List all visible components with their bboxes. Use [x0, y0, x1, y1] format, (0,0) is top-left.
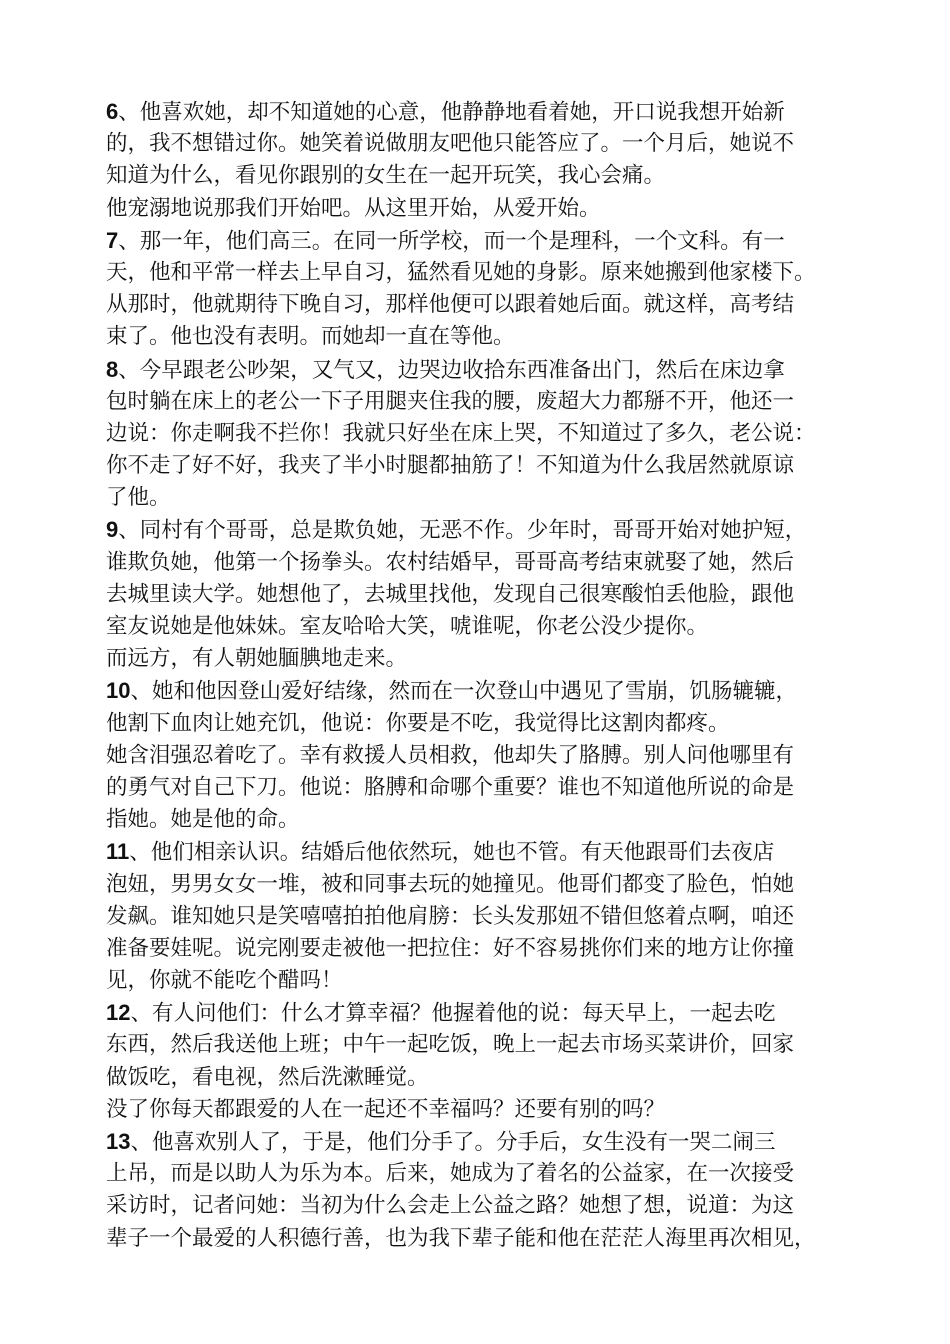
line-text: 指她。她是他的命。	[106, 807, 300, 833]
line-text: 泡妞，男男女女一堆，被和同事去玩的她撞见。他哥们都变了脸色，怕她	[106, 871, 795, 897]
line-text: 束了。他也没有表明。而她却一直在等他。	[106, 324, 515, 350]
document-body	[106, 96, 870, 1255]
line-text: 上吊，而是以助人为乐为本。后来，她成为了着名的公益家，在一次接受	[106, 1161, 795, 1187]
item-number: 12	[106, 1000, 131, 1026]
line-text: 做饭吃，看电视，然后洗漱睡觉。	[106, 1064, 429, 1090]
line-text: 了他。	[106, 485, 171, 511]
text-line	[106, 611, 870, 643]
line-text: 你不走了好不好，我夹了半小时腿都抽筋了！不知道为什么我居然就原谅	[106, 453, 795, 479]
line-text: 、那一年，他们高三。在同一所学校，而一个是理科，一个文科。有一	[118, 228, 785, 254]
line-text: 她含泪强忍着吃了。幸有救援人员相救，他却失了胳膊。别人问他哪里有	[106, 742, 795, 768]
item-number: 7	[106, 227, 119, 253]
text-line	[106, 1158, 870, 1190]
text-line	[106, 740, 870, 772]
text-line	[106, 804, 870, 836]
text-line	[106, 708, 870, 740]
text-line	[106, 193, 870, 225]
text-line	[106, 675, 870, 707]
text-line	[106, 96, 870, 128]
text-line	[106, 579, 870, 611]
text-line	[106, 643, 870, 675]
item-number: 10	[106, 678, 131, 704]
text-line	[106, 418, 870, 450]
text-line	[106, 514, 870, 546]
line-text: 包时躺在床上的老公一下子用腿夹住我的腰，废超大力都掰不开，他还一	[106, 388, 795, 414]
line-text: 室友说她是他妹妹。室友哈哈大笑，唬谁呢，你老公没少提你。	[106, 614, 709, 639]
line-text: 准备要娃呢。说完刚要走被他一把拉住：好不容易挑你们来的地方让你撞	[106, 935, 795, 961]
line-text: 去城里读大学。她想他了，去城里找他，发现自己很寒酸怕丢他脸，跟他	[106, 581, 795, 607]
text-line	[106, 836, 870, 868]
line-text: 没了你每天都跟爱的人在一起还不幸福吗？还要有别的吗？	[106, 1096, 666, 1122]
line-text: 边说：你走啊我不拦你！我就只好坐在床上哭，不知道过了多久，老公说：	[106, 420, 816, 446]
text-line	[106, 160, 870, 192]
item-number: 9	[106, 517, 119, 543]
text-line	[106, 225, 870, 257]
text-line	[106, 997, 870, 1029]
line-text: 的，我不想错过你。她笑着说做朋友吧他只能答应了。一个月后，她说不	[106, 131, 795, 157]
line-text: 、他喜欢她，却不知道她的心意，他静静地看着她，开口说我想开始新	[118, 100, 785, 125]
text-line	[106, 1094, 870, 1126]
line-text: 他宠溺地说那我们开始吧。从这里开始，从爱开始。	[106, 195, 601, 221]
text-line	[106, 965, 870, 997]
text-line	[106, 1062, 870, 1094]
text-line	[106, 1223, 870, 1255]
text-line	[106, 1029, 870, 1061]
line-text: 发飙。谁知她只是笑嘻嘻拍拍他肩膀：长头发那妞不错但悠着点啊，咱还	[106, 903, 795, 929]
line-text: 知道为什么，看见你跟别的女生在一起开玩笑，我心会痛。	[106, 163, 666, 189]
text-line	[106, 128, 870, 160]
item-number: 6	[106, 99, 119, 124]
text-line	[106, 450, 870, 482]
line-text: 而远方，有人朝她腼腆地走来。	[106, 646, 408, 672]
text-line	[106, 386, 870, 418]
line-text: 、他们相亲认识。结婚后他依然玩，她也不管。有天他跟哥们去夜店	[129, 840, 775, 866]
line-text: 采访时，记者问她：当初为什么会走上公益之路？她想了想，说道：为这	[106, 1193, 795, 1219]
text-line	[106, 869, 870, 901]
text-line	[106, 482, 870, 514]
line-text: 他割下血肉让她充饥，他说：你要是不吃，我觉得比这割肉都疼。	[106, 710, 730, 736]
line-text: 、她和他因登山爱好结缘，然而在一次登山中遇见了雪崩，饥肠辘辘，	[130, 679, 797, 705]
line-text: 、今早跟老公吵架，又气又，边哭边收拾东西准备出门，然后在床边拿	[118, 357, 785, 383]
text-line	[106, 772, 870, 804]
text-line	[106, 289, 870, 321]
text-line	[106, 1190, 870, 1222]
line-text: 的勇气对自己下刀。他说：胳膊和命哪个重要？谁也不知道他所说的命是	[106, 774, 795, 800]
line-text: 谁欺负她，他第一个扬拳头。农村结婚早，哥哥高考结束就娶了她，然后	[106, 549, 795, 575]
text-line	[106, 933, 870, 965]
text-line	[106, 901, 870, 933]
line-text: 天，他和平常一样去上早自习，猛然看见她的身影。原来她搬到他家楼下。	[106, 259, 816, 285]
text-line	[106, 547, 870, 579]
text-line	[106, 354, 870, 386]
text-line	[106, 321, 870, 353]
text-line	[106, 1126, 870, 1158]
line-text: 东西，然后我送他上班；中午一起吃饭，晚上一起去市场买菜讲价，回家	[106, 1032, 795, 1058]
line-text: 辈子一个最爱的人积德行善，也为我下辈子能和他在茫茫人海里再次相见，	[106, 1225, 816, 1251]
item-number: 13	[106, 1129, 131, 1154]
line-text: 、同村有个哥哥，总是欺负她，无恶不作。少年时，哥哥开始对她护短，	[118, 518, 807, 544]
text-line	[106, 257, 870, 289]
line-text: 从那时，他就期待下晚自习，那样他便可以跟着她后面。就这样，高考结	[106, 292, 795, 318]
item-number: 8	[106, 356, 119, 382]
line-text: 、他喜欢别人了，于是，他们分手了。分手后，女生没有一哭二闹三	[130, 1130, 776, 1155]
item-number: 11	[106, 839, 130, 865]
line-text: 、有人问他们：什么才算幸福？他握着他的说：每天早上，一起去吃	[130, 1001, 776, 1027]
line-text: 见，你就不能吃个醋吗！	[106, 968, 343, 994]
